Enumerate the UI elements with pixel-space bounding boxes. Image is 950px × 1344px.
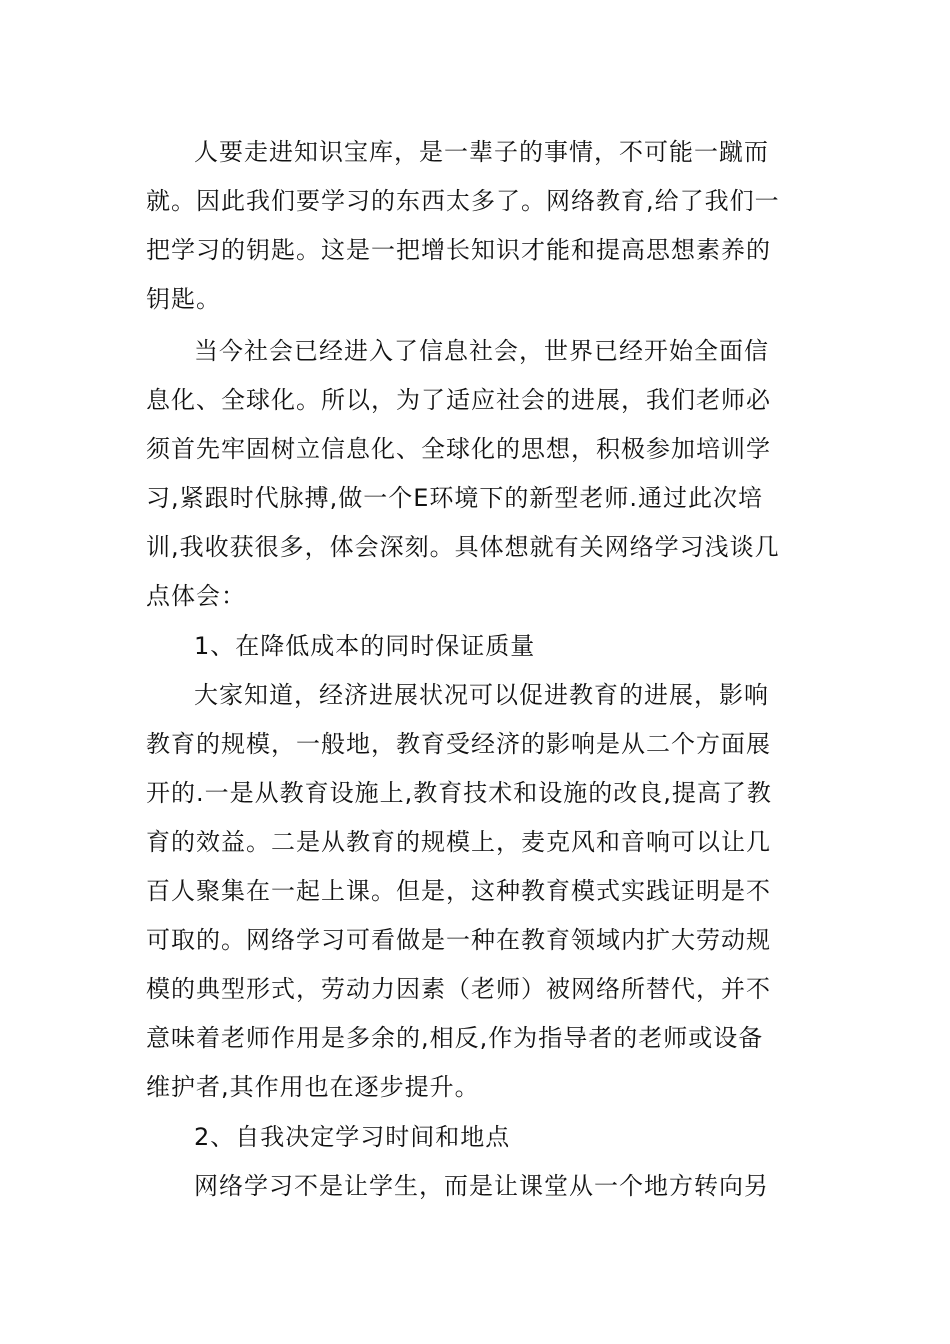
section-heading: 2、自我决定学习时间和地点 — [194, 1123, 511, 1151]
paragraph-line: 开的.一是从教育设施上,教育技术和设施的改良,提高了教 — [146, 779, 772, 807]
paragraph-line: 教育的规模，一般地，教育受经济的影响是从二个方面展 — [146, 730, 771, 758]
section-heading: 1、在降低成本的同时保证质量 — [194, 632, 536, 660]
paragraph-line: 点体会： — [146, 582, 246, 610]
paragraph-line: 训,我收获很多，体会深刻。具体想就有关网络学习浅谈几 — [146, 533, 780, 561]
paragraph-line: 维护者,其作用也在逐步提升。 — [146, 1073, 480, 1101]
paragraph-line: 可取的。网络学习可看做是一种在教育领域内扩大劳动规 — [146, 926, 771, 954]
paragraph-line: 百人聚集在一起上课。但是，这种教育模式实践证明是不 — [146, 877, 771, 905]
paragraph-line: 须首先牢固树立信息化、全球化的思想，积极参加培训学 — [146, 435, 771, 463]
paragraph-line: 网络学习不是让学生，而是让课堂从一个地方转向另 — [194, 1172, 769, 1200]
paragraph-line: 人要走进知识宝库，是一辈子的事情，不可能一蹴而 — [194, 138, 769, 166]
paragraph-line: 就。因此我们要学习的东西太多了。网络教育,给了我们一 — [146, 187, 780, 215]
paragraph-line: 意味着老师作用是多余的,相反,作为指导者的老师或设备 — [146, 1024, 764, 1052]
paragraph-line: 大家知道，经济进展状况可以促进教育的进展，影响 — [194, 681, 769, 709]
paragraph-line: 习,紧跟时代脉搏,做一个E环境下的新型老师.通过此次培 — [146, 484, 764, 512]
paragraph-line: 钥匙。 — [146, 285, 221, 313]
paragraph-line: 当今社会已经进入了信息社会，世界已经开始全面信 — [194, 337, 769, 365]
paragraph-line: 育的效益。二是从教育的规模上，麦克风和音响可以让几 — [146, 828, 771, 856]
paragraph-line: 模的典型形式，劳动力因素（老师）被网络所替代，并不 — [146, 975, 771, 1003]
paragraph-line: 把学习的钥匙。这是一把增长知识才能和提高思想素养的 — [146, 236, 771, 264]
paragraph-line: 息化、全球化。所以，为了适应社会的进展，我们老师必 — [146, 386, 771, 414]
